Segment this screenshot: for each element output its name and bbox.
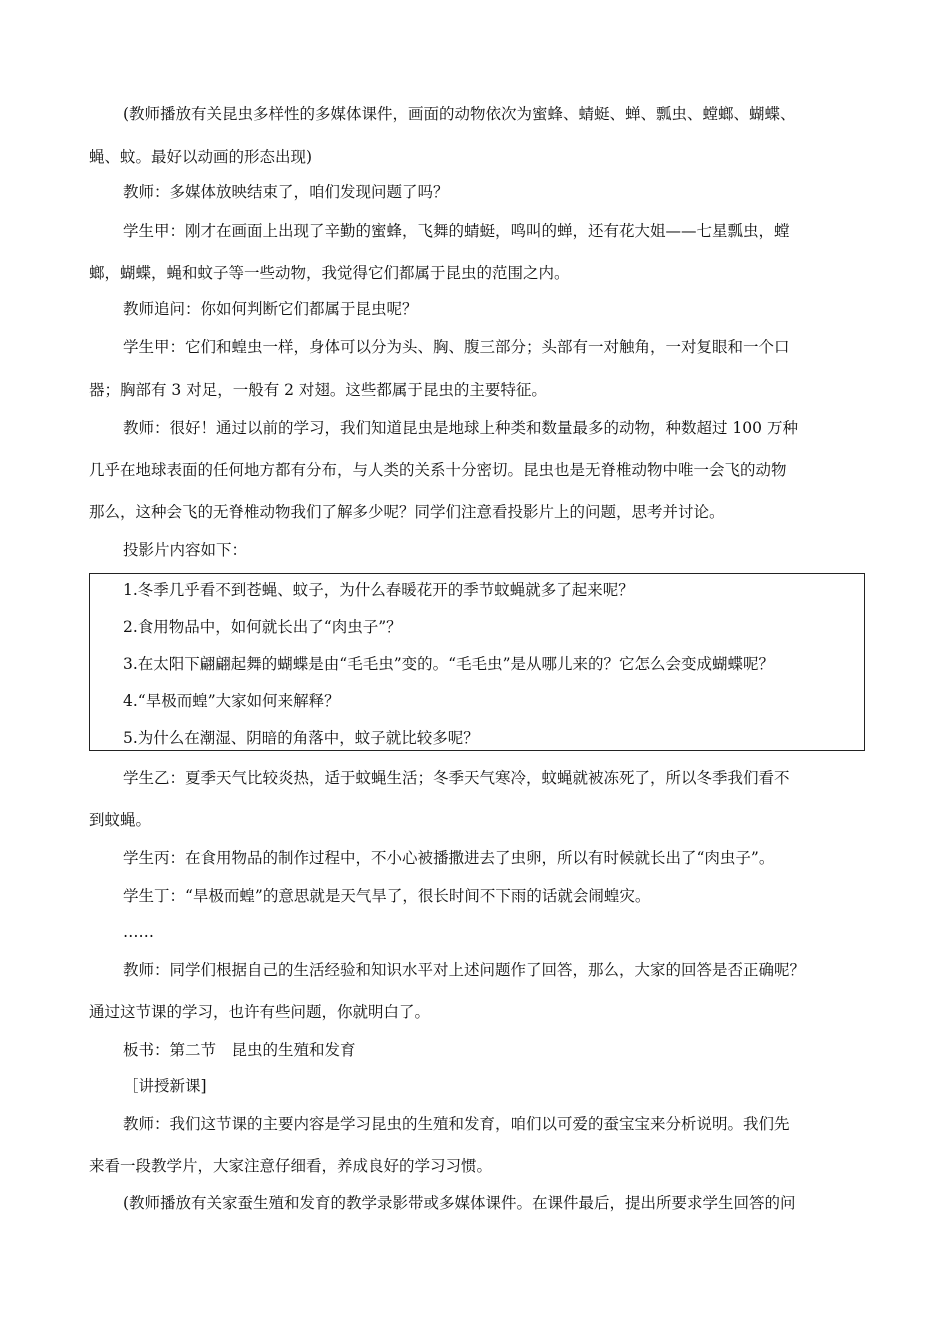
slide-question: 5.为什么在潮湿、阴暗的角落中，蚊子就比较多呢？ <box>123 729 479 747</box>
paragraph-line: 投影片内容如下： <box>123 541 248 559</box>
paragraph-line: 教师：多媒体放映结束了，咱们发现问题了吗？ <box>123 183 449 201</box>
slide-question: 3.在太阳下翩翩起舞的蝴蝶是由“毛毛虫”变的。“毛毛虫”是从哪儿来的？它怎么会变成蝴蝶呢？ <box>123 655 774 673</box>
paragraph-line: 教师：同学们根据自己的生活经验和知识水平对上述问题作了回答，那么，大家的回答是否正确呢？ <box>123 961 806 979</box>
paragraph-line: 教师：很好！通过以前的学习，我们知道昆虫是地球上种类和数量最多的动物，种数超过 100 万种 <box>123 419 798 437</box>
paragraph-line: 学生丙：在食用物品的制作过程中，不小心被播撒进去了虫卵，所以有时候就长出了“肉虫子”。 <box>123 849 775 867</box>
paragraph-line: 板书：第二节 昆虫的生殖和发育 <box>123 1041 356 1059</box>
section-heading: ［讲授新课] <box>123 1077 207 1095</box>
paragraph-line: 到蚊蝇。 <box>89 811 152 829</box>
paragraph-line: (教师播放有关昆虫多样性的多媒体课件，画面的动物依次为蜜蜂、蜻蜓、蝉、瓢虫、螳螂、蝴蝶、 <box>123 105 796 123</box>
paragraph-line: 教师追问：你如何判断它们都属于昆虫呢？ <box>123 300 418 318</box>
paragraph-line: 来看一段教学片，大家注意仔细看，养成良好的学习习惯。 <box>89 1157 493 1175</box>
paragraph-line: 器；胸部有 3 对足，一般有 2 对翅。这些都属于昆虫的主要特征。 <box>89 381 547 399</box>
slide-question: 2.食用物品中，如何就长出了“肉虫子”？ <box>123 618 402 636</box>
paragraph-line: 那么，这种会飞的无脊椎动物我们了解多少呢？同学们注意看投影片上的问题，思考并讨论。 <box>89 503 725 521</box>
paragraph-line: 学生丁：“旱极而蝗”的意思就是天气旱了，很长时间不下雨的话就会闹蝗灾。 <box>123 887 651 905</box>
paragraph-line: 几乎在地球表面的任何地方都有分布，与人类的关系十分密切。昆虫也是无脊椎动物中唯一会飞的动物 <box>89 461 787 479</box>
paragraph-line: 通过这节课的学习，也许有些问题，你就明白了。 <box>89 1003 431 1021</box>
paragraph-line: …… <box>123 923 154 941</box>
paragraph-line: 教师：我们这节课的主要内容是学习昆虫的生殖和发育，咱们以可爱的蚕宝宝来分析说明。我们先 <box>123 1115 790 1133</box>
paragraph-line: 学生甲：它们和蝗虫一样，身体可以分为头、胸、腹三部分；头部有一对触角，一对复眼和一个口 <box>123 338 790 356</box>
slide-question: 4.“旱极而蝗”大家如何来解释？ <box>123 692 340 710</box>
paragraph-line: 学生乙：夏季天气比较炎热，适于蚊蝇生活；冬季天气寒冷，蚊蝇就被冻死了，所以冬季我们看不 <box>123 769 790 787</box>
paragraph-line: 学生甲：刚才在画面上出现了辛勤的蜜蜂，飞舞的蜻蜓，鸣叫的蝉，还有花大姐——七星瓢虫，螳 <box>123 222 790 240</box>
slide-question: 1.冬季几乎看不到苍蝇、蚊子，为什么春暖花开的季节蚊蝇就多了起来呢？ <box>123 581 634 599</box>
paragraph-line: (教师播放有关家蚕生殖和发育的教学录影带或多媒体课件。在课件最后，提出所要求学生回答的问 <box>123 1194 796 1212</box>
paragraph-line: 螂，蝴蝶，蝇和蚊子等一些动物，我觉得它们都属于昆虫的范围之内。 <box>89 264 570 282</box>
paragraph-line: 蝇、蚊。最好以动画的形态出现) <box>89 148 313 166</box>
